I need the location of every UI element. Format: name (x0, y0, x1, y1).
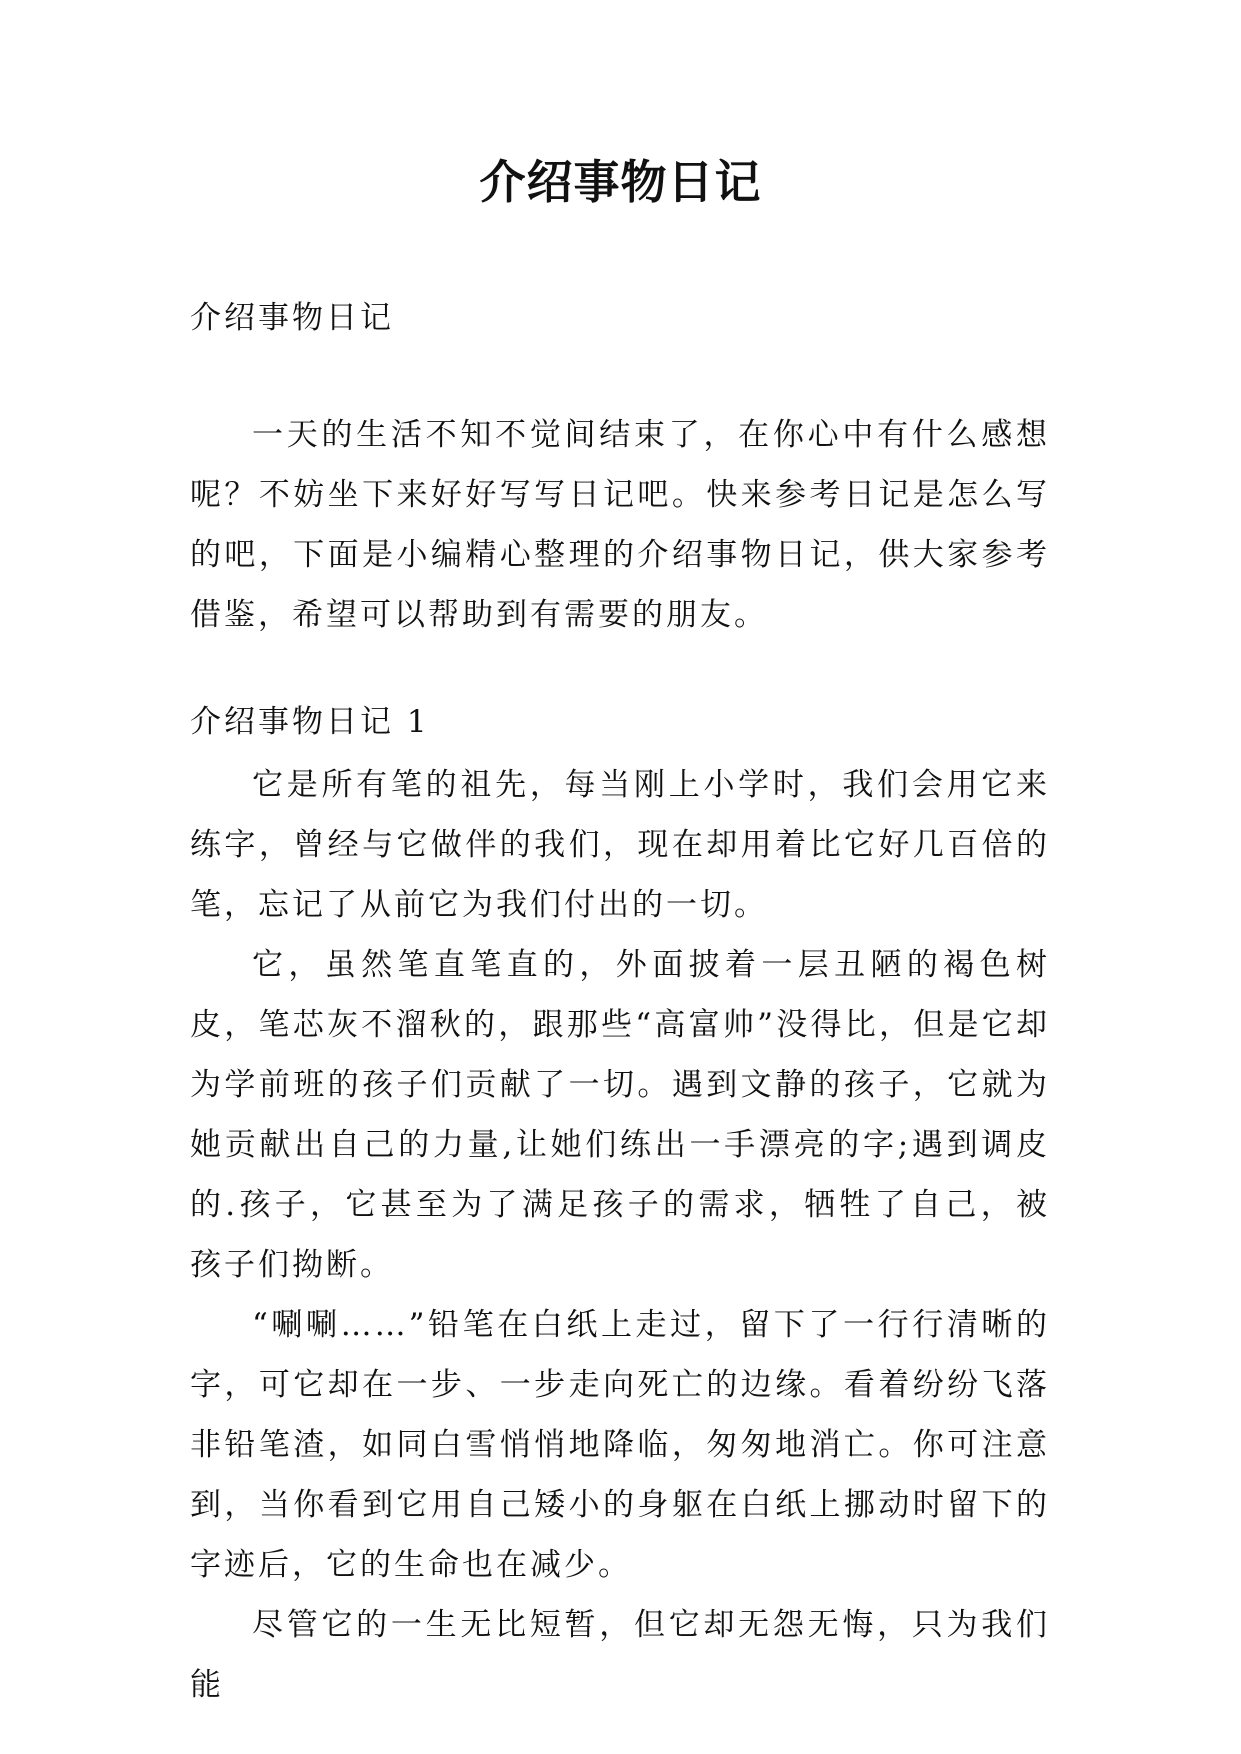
body-paragraph-4: 尽管它的一生无比短暂，但它却无怨无悔，只为我们能 (190, 1607, 1050, 1703)
body-paragraph-1: 它是所有笔的祖先，每当刚上小学时，我们会用它来练字，曾经与它做伴的我们，现在却用着比它好几百倍的笔，忘记了从前它为我们付出的一切。 (190, 767, 1050, 923)
body-text (190, 755, 1050, 1715)
body-paragraph-2: 它，虽然笔直笔直的，外面披着一层丑陋的褐色树皮，笔芯灰不溜秋的，跟那些“高富帅”没得比，但是它却为学前班的孩子们贡献了一切。遇到文静的孩子，它就为她贡献出自己的力量,让她们练出一手漂亮的字;遇到调皮的.孩子，它甚至为了满足孩子的需求，牺牲了自己，被孩子们拗断。 (190, 947, 1050, 1283)
body-paragraph-3: “唰唰……”铅笔在白纸上走过，留下了一行行清晰的字，可它却在一步、一步走向死亡的边缘。看着纷纷飞落非铅笔渣，如同白雪悄悄地降临，匆匆地消亡。你可注意到，当你看到它用自己矮小的身躯在白纸上挪动时留下的字迹后，它的生命也在减少。 (190, 1307, 1050, 1583)
document-title: 介绍事物日记 (479, 155, 762, 209)
document-subtitle: 介绍事物日记 (190, 300, 394, 336)
intro-text: 一天的生活不知不觉间结束了，在你心中有什么感想呢？不妨坐下来好好写写日记吧。快来参考日记是怎么写的吧，下面是小编精心整理的介绍事物日记，供大家参考借鉴，希望可以帮助到有需要的朋友。 (190, 417, 1050, 633)
intro-paragraph (190, 405, 1050, 645)
section-heading: 介绍事物日记 1 (190, 704, 430, 740)
